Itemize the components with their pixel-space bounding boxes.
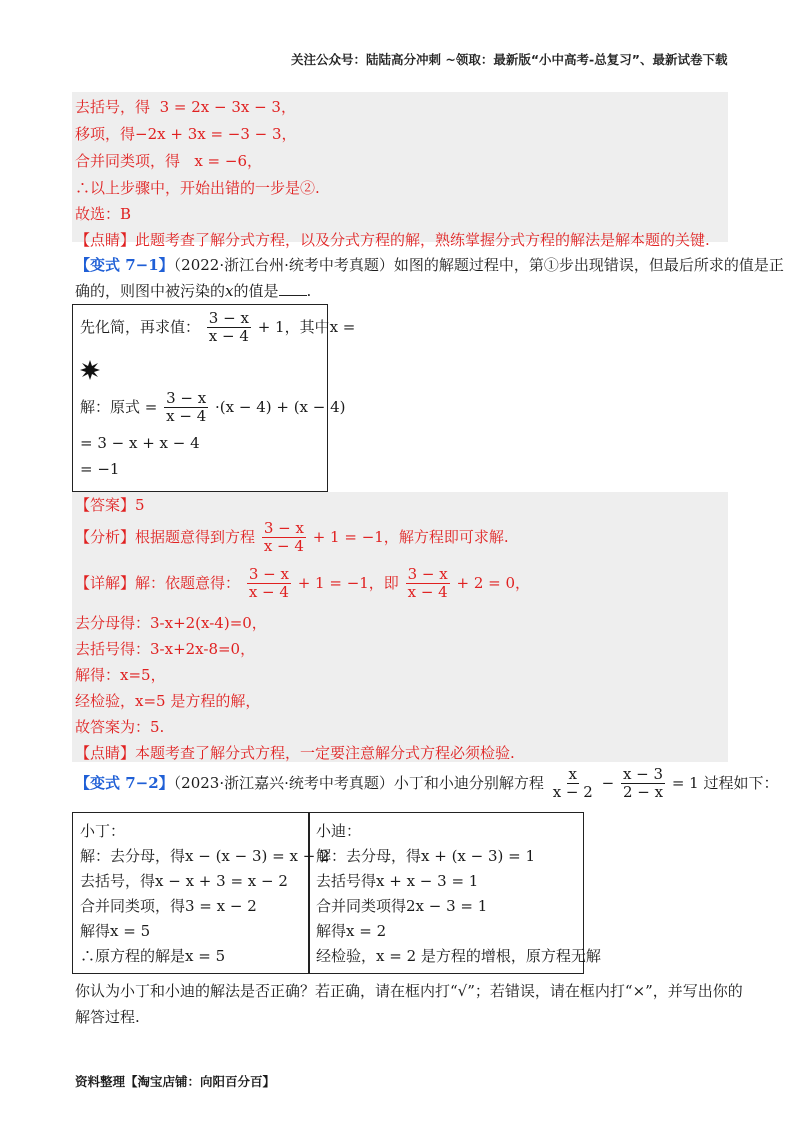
dianjing-tag: 【点睛】 — [75, 231, 136, 249]
step-label: 移项，得 — [75, 125, 136, 143]
xiangjie-line — [75, 566, 530, 602]
q71-box-line-4: = −1 — [80, 460, 120, 478]
fenxi-text: 根据题意得到方程 — [135, 527, 256, 546]
q71-text4: . — [306, 282, 312, 300]
frac-num: 3 − x — [248, 565, 289, 583]
answer-tag: 【答案】 — [75, 496, 136, 514]
dianjing-tag: 【点睛】 — [75, 744, 136, 762]
xiaodi-line-4: 解得x = 2 — [316, 922, 387, 940]
q71-line-1 — [75, 254, 784, 275]
q72-source: （2023·浙江嘉兴·统考中考真题） — [173, 773, 394, 792]
fenxi-line — [75, 520, 509, 556]
answer-blank — [279, 281, 307, 296]
q71-box-line-2 — [80, 390, 346, 426]
q72-tag: 【变式 7−2】 — [75, 773, 174, 792]
xiangjie-eq: + 2 = 0， — [456, 573, 531, 592]
step-2: 去括号得：3-x+2x-8=0， — [75, 640, 256, 658]
xiaoding-line-0: 小丁： — [80, 822, 126, 840]
xiaodi-line-2: 去括号得x + x − 3 = 1 — [316, 872, 479, 890]
conclusion-line: ∴以上步骤中，开始出错的一步是②. — [75, 179, 320, 197]
step-combine — [75, 150, 262, 171]
q72-table-divider — [308, 812, 310, 974]
q72-question-2: 解答过程. — [75, 1008, 140, 1026]
fenxi-text: 解方程即可求解. — [398, 527, 509, 546]
dianjing-line-1 — [75, 229, 710, 250]
frac-den: 2 − x — [622, 783, 664, 802]
fenxi-eq: + 1 = −1， — [312, 527, 399, 546]
page-header: 关注公众号：陆陆高分冲刺 ~领取：最新版“小中高考-总复习”、最新试卷下载 — [291, 52, 728, 67]
frac-den: x − 4 — [407, 583, 448, 602]
fraction — [247, 566, 291, 602]
q71-box-line-1 — [80, 310, 355, 346]
q72-question-1: 你认为小丁和小迪的解法是否正确？若正确，请在框内打“√”；若错误，请在框内打“×”，并写出你的 — [75, 982, 743, 1000]
frac-num: x − 3 — [622, 765, 664, 783]
fraction — [164, 390, 208, 426]
xiangjie-tag: 【详解】 — [75, 573, 136, 592]
q72-text: 小丁和小迪分别解方程 — [393, 773, 544, 792]
page-footer: 资料整理【淘宝店铺：向阳百分百】 — [75, 1074, 276, 1089]
q72-line — [75, 766, 778, 802]
frac-num: 3 − x — [407, 565, 448, 583]
step-label: 合并同类项，得 — [75, 152, 181, 170]
dianjing-text: 此题考查了解分式方程，以及分式方程的解，熟练掌握分式方程的解法是解本题的关键. — [135, 231, 710, 249]
fraction — [207, 310, 251, 346]
minus-sign: − — [601, 773, 615, 792]
fenxi-tag: 【分析】 — [75, 527, 136, 546]
xiangjie-text: 解：依题意得： — [135, 573, 241, 592]
q71-text3: 的值是 — [233, 282, 279, 300]
step-3: 解得：x=5， — [75, 666, 166, 684]
step-5: 故答案为：5. — [75, 718, 165, 736]
q71-text2: 确的，则图中被污染的 — [75, 282, 226, 300]
step-label: 去括号，得 — [75, 98, 151, 116]
xiangjie-eq: + 1 = −1，即 — [297, 573, 399, 592]
answer-value: 5 — [135, 496, 145, 514]
step-math: x = −6， — [194, 152, 263, 170]
fraction — [551, 766, 595, 802]
xiaoding-line-5: ∴原方程的解是x = 5 — [80, 947, 226, 965]
frac-num: 3 − x — [166, 389, 207, 407]
fraction — [621, 766, 665, 802]
frac-den: x − 4 — [208, 327, 249, 346]
q71-text1: 如图的解题过程中，第①步出现错误，但最后所求的值是正 — [393, 256, 784, 274]
q72-text: = 1 过程如下： — [671, 773, 779, 792]
xiaodi-line-0: 小迪： — [316, 822, 362, 840]
step-math: 3 = 2x − 3x − 3， — [159, 98, 296, 116]
box-text: ·(x − 4) + (x − 4) — [215, 397, 346, 416]
q71-tag: 【变式 7−1】 — [75, 256, 174, 274]
dianjing-line-2 — [75, 742, 515, 763]
step-4: 经检验，x=5 是方程的解， — [75, 692, 261, 710]
xiaoding-line-2: 去括号，得x − x + 3 = x − 2 — [80, 872, 288, 890]
choice-line: 故选：B — [75, 205, 132, 223]
ink-stain-icon — [80, 360, 100, 384]
step-1: 去分母得：3-x+2(x-4)=0， — [75, 614, 267, 632]
q71-source: （2022·浙江台州·统考中考真题） — [173, 256, 394, 274]
fraction — [262, 520, 306, 556]
xiaodi-line-3: 合并同类项得2x − 3 = 1 — [316, 897, 488, 915]
xiaoding-line-4: 解得x = 5 — [80, 922, 151, 940]
box-text: 解：原式 = — [80, 397, 158, 416]
frac-den: x − 4 — [248, 583, 289, 602]
box-text: + 1，其中x = — [257, 317, 356, 336]
frac-den: x − 4 — [263, 537, 304, 556]
xiaoding-line-1: 解：去分母，得x − (x − 3) = x − 2 — [80, 847, 330, 865]
dianjing-text: 本题考查了解分式方程，一定要注意解分式方程必须检验. — [135, 744, 515, 762]
step-math: −2x + 3x = −3 − 3， — [135, 125, 297, 143]
frac-num: 3 − x — [208, 309, 249, 327]
frac-den: x − 4 — [166, 407, 207, 426]
xiaodi-line-1: 解：去分母，得x + (x − 3) = 1 — [316, 847, 536, 865]
q71-box-line-3: = 3 − x + x − 4 — [80, 434, 200, 452]
xiaoding-line-3: 合并同类项，得3 = x − 2 — [80, 897, 257, 915]
xiaodi-line-5: 经检验，x = 2 是方程的增根，原方程无解 — [316, 947, 601, 965]
frac-den: x − 2 — [552, 783, 593, 802]
answer-line — [75, 494, 145, 515]
q71-line-2 — [75, 280, 311, 301]
fraction — [406, 566, 450, 602]
box-text: 先化简，再求值： — [80, 317, 201, 336]
frac-num: 3 − x — [263, 519, 304, 537]
q71-var: x — [225, 282, 234, 300]
frac-num: x — [568, 765, 577, 783]
step-move-terms — [75, 123, 297, 144]
step-remove-brackets — [75, 96, 296, 117]
